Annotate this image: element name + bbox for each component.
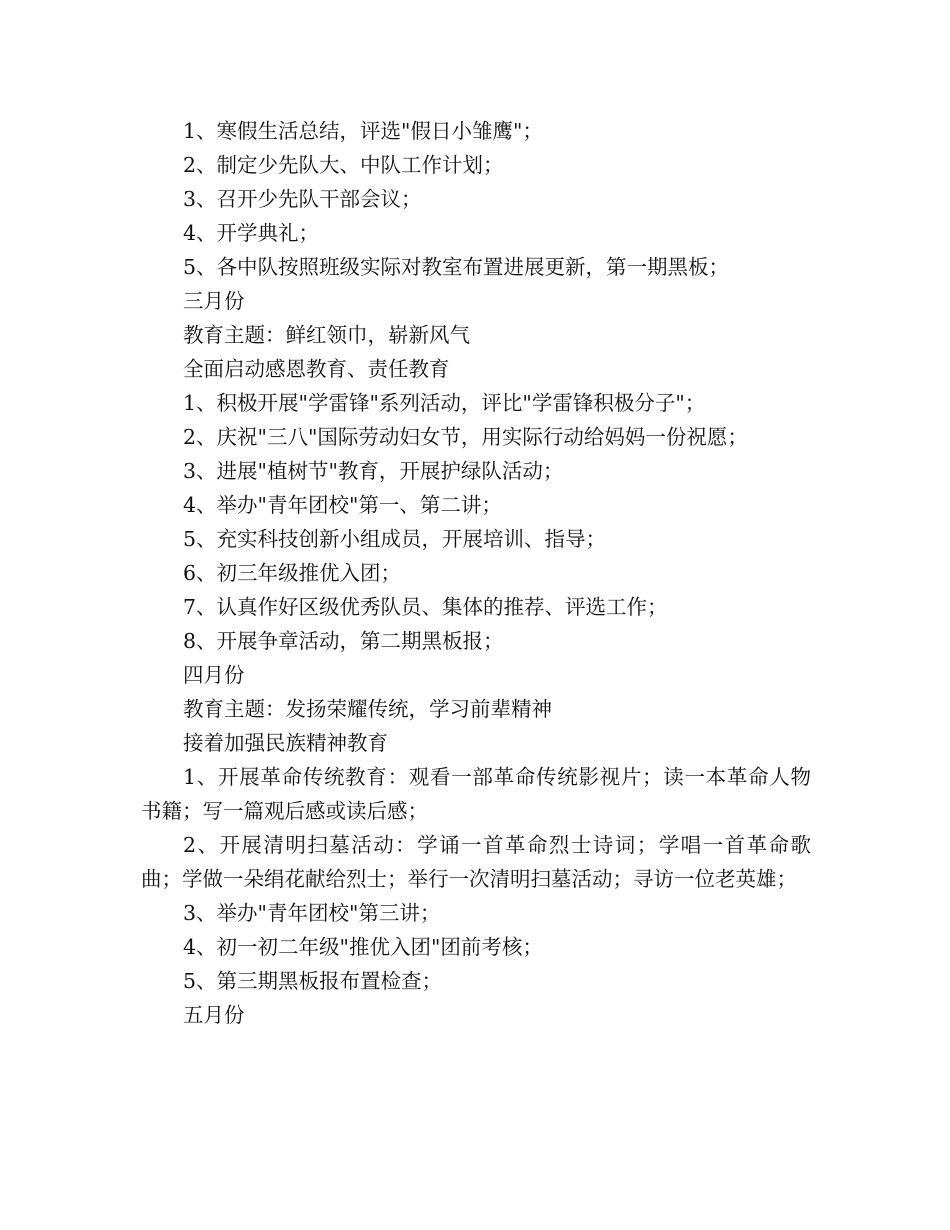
education-theme: 教育主题：发扬荣耀传统，学习前辈精神	[183, 697, 552, 721]
list-item: 5、第三期黑板报布置检查；	[183, 969, 443, 993]
list-item: 2、制定少先队大、中队工作计划；	[183, 153, 504, 177]
list-item: 6、初三年级推优入团；	[183, 561, 402, 585]
section-subtitle: 接着加强民族精神教育	[183, 731, 388, 755]
list-item: 3、举办"青年团校"第三讲；	[183, 901, 441, 925]
list-item: 1、寒假生活总结，评选"假日小雏鹰"；	[183, 119, 543, 143]
list-item: 2、庆祝"三八"国际劳动妇女节，用实际行动给妈妈一份祝愿；	[183, 425, 748, 449]
document-body	[141, 114, 811, 1032]
section-heading-may: 五月份	[183, 1003, 245, 1027]
education-theme: 教育主题：鲜红领巾，崭新风气	[183, 323, 470, 347]
list-item: 8、开展争章活动，第二期黑板报；	[183, 629, 504, 653]
list-item: 4、开学典礼；	[183, 221, 320, 245]
list-item: 5、充实科技创新小组成员，开展培训、指导；	[183, 527, 607, 551]
list-item: 3、召开少先队干部会议；	[183, 187, 422, 211]
list-item: 7、认真作好区级优秀队员、集体的推荐、评选工作；	[183, 595, 668, 619]
list-item: 3、进展"植树节"教育，开展护绿队活动；	[183, 459, 564, 483]
section-heading-march: 三月份	[183, 289, 245, 313]
section-subtitle: 全面启动感恩教育、责任教育	[183, 357, 450, 381]
list-item: 2、开展清明扫墓活动：学诵一首革命烈士诗词；学唱一首革命歌曲；学做一朵绢花献给烈士；举行一次清明扫墓活动；寻访一位老英雄；	[141, 833, 811, 891]
list-item: 4、初一初二年级"推优入团"团前考核；	[183, 935, 543, 959]
section-heading-april: 四月份	[183, 663, 245, 687]
list-item: 1、积极开展"学雷锋"系列活动，评比"学雷锋积极分子"；	[183, 391, 706, 415]
list-item: 4、举办"青年团校"第一、第二讲；	[183, 493, 502, 517]
list-item: 5、各中队按照班级实际对教室布置进展更新，第一期黑板；	[183, 255, 730, 279]
list-item: 1、开展革命传统教育：观看一部革命传统影视片；读一本革命人物书籍；写一篇观后感或读后感；	[141, 765, 811, 823]
